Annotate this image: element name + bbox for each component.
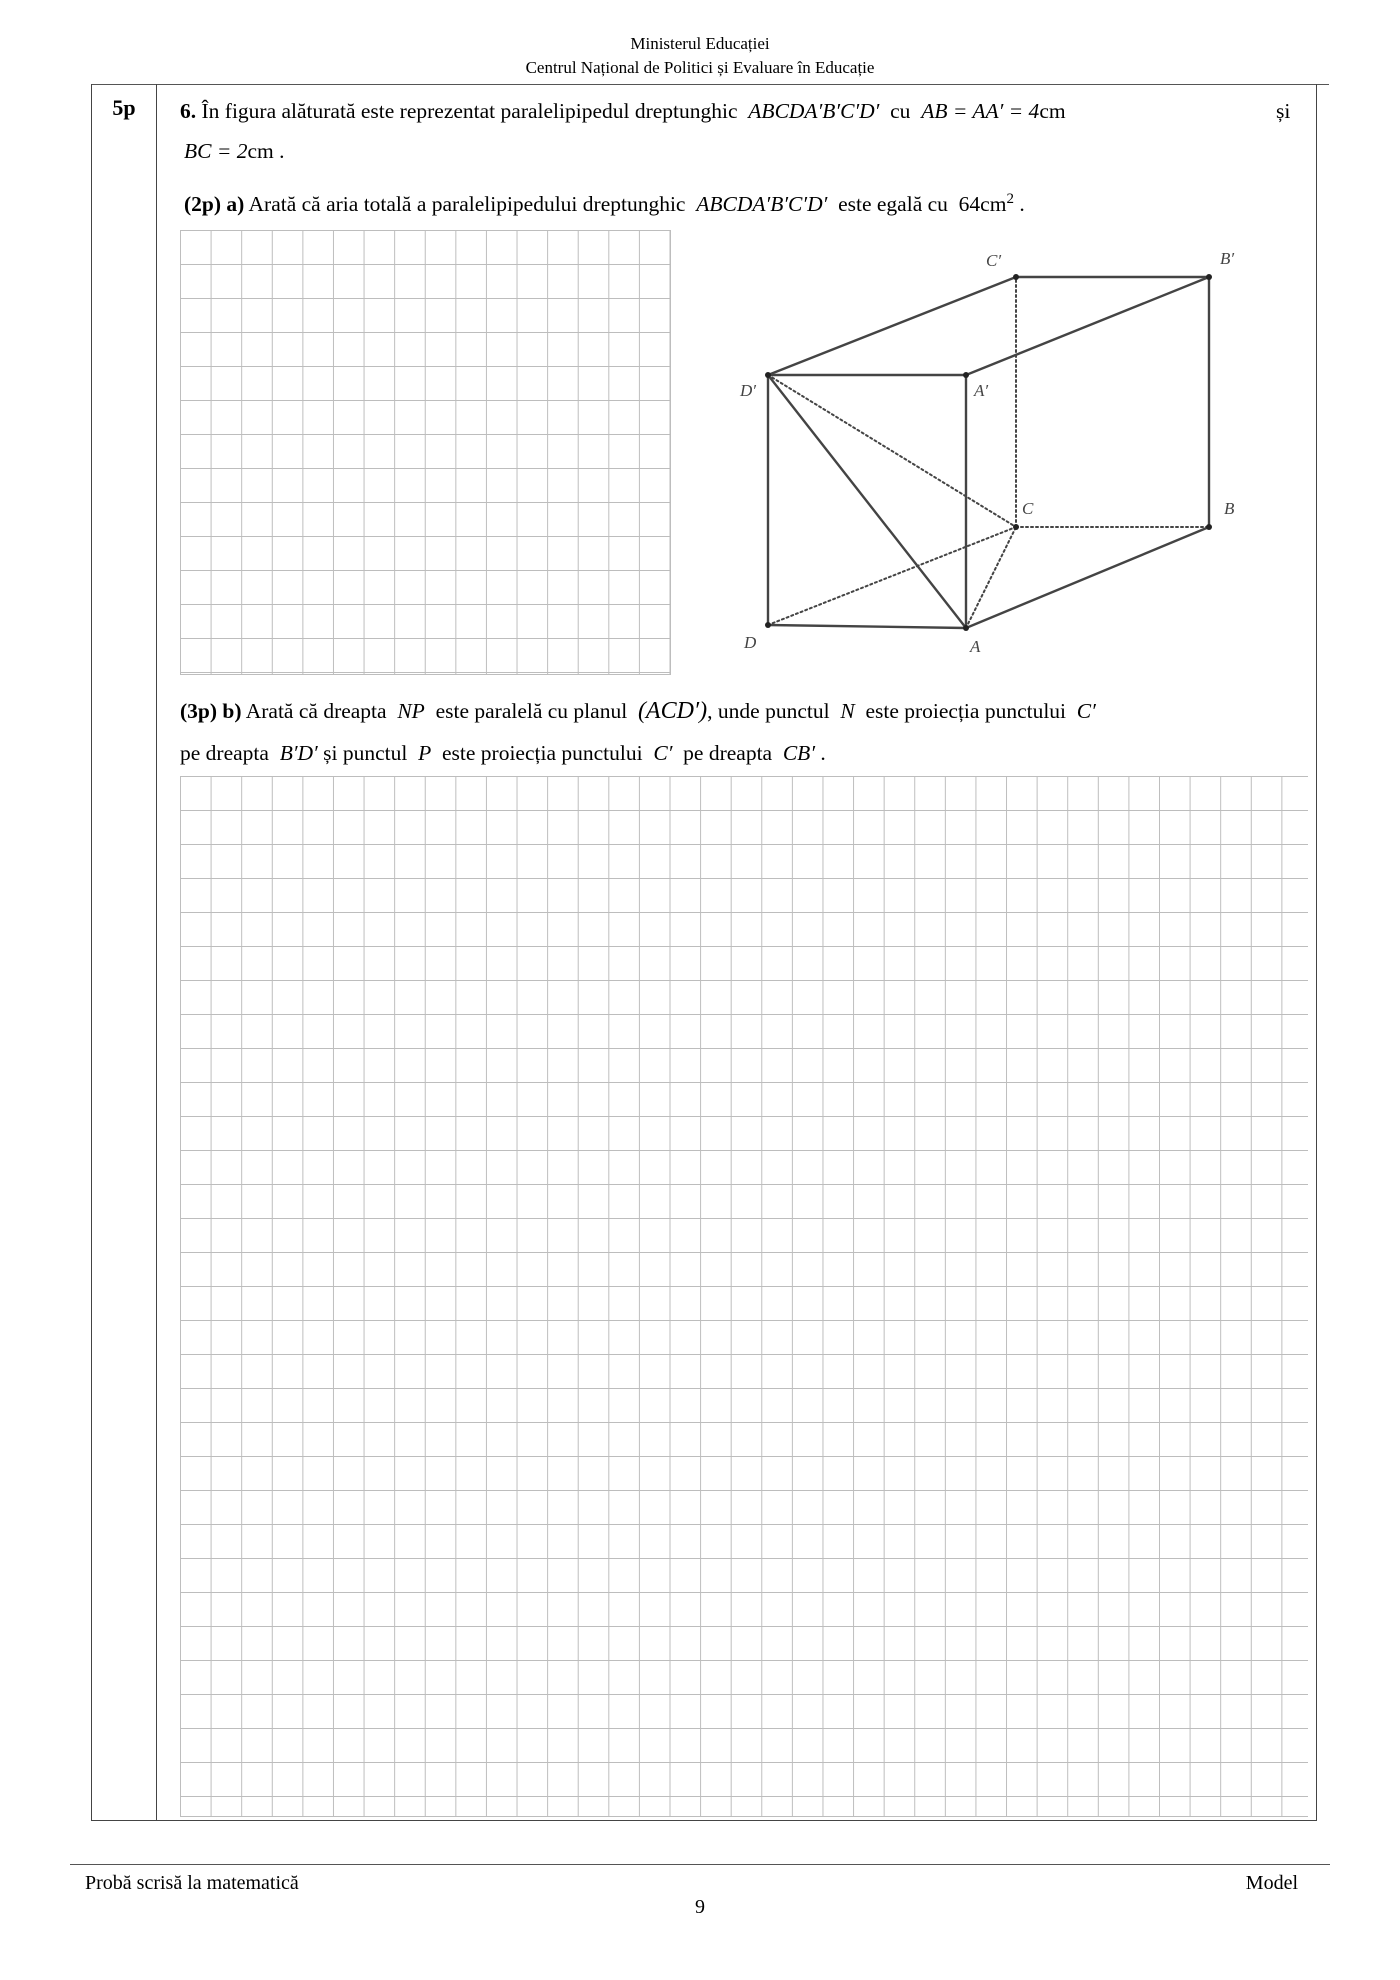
point-n: N bbox=[840, 699, 855, 723]
word-cu: cu bbox=[890, 99, 911, 123]
part-b-statement-line-2 bbox=[180, 738, 826, 768]
plane-acd1: (ACD′) bbox=[637, 698, 708, 724]
edge-equality: AB = AA′ = 4 bbox=[921, 99, 1040, 123]
part-a-value: 64 bbox=[958, 192, 981, 217]
part-a-exponent: 2 bbox=[1006, 191, 1014, 207]
line-cb1: CB′ bbox=[782, 741, 816, 765]
footer-divider bbox=[70, 1864, 1330, 1865]
point-c1: C′ bbox=[1076, 699, 1096, 723]
edge-a1-b1 bbox=[966, 277, 1209, 375]
part-b-line2-4: pe dreapta bbox=[683, 741, 773, 765]
part-b-statement-line-1 bbox=[180, 696, 1096, 726]
part-b-text-2: este paralelă cu planul bbox=[435, 699, 628, 723]
part-a-statement bbox=[184, 184, 1025, 219]
vertex-c1 bbox=[1013, 274, 1019, 280]
part-a-text-1: Arată că aria totală a paralelipipedului dreptunghic bbox=[248, 192, 686, 217]
footer-exam-title: Probă scrisă la matematică bbox=[85, 1872, 299, 1894]
part-b-line2-2: și punctul bbox=[323, 741, 408, 765]
point-p: P bbox=[418, 741, 432, 765]
parallelepiped-figure bbox=[720, 240, 1240, 660]
unit-cm: cm bbox=[1039, 99, 1066, 123]
edge-a-b bbox=[966, 527, 1209, 628]
hidden-segment-a-c bbox=[966, 527, 1016, 628]
label-a: A bbox=[970, 637, 981, 656]
label-b: B bbox=[1224, 499, 1235, 518]
label-c: C bbox=[1022, 499, 1034, 518]
part-b-line2-3: este proiecția punctului bbox=[442, 741, 643, 765]
score-column-divider bbox=[156, 84, 157, 1821]
edge-d1-c1 bbox=[768, 277, 1016, 375]
footer-model-label: Model bbox=[1245, 1872, 1298, 1894]
part-b-points: (3p) b) bbox=[180, 699, 242, 723]
part-a-end: . bbox=[1019, 192, 1025, 217]
vertex-b1 bbox=[1206, 274, 1212, 280]
label-c1: C′ bbox=[986, 251, 1002, 270]
part-a-solid: ABCDA′B′C′D′ bbox=[696, 192, 828, 217]
problem-intro: În figura alăturată este reprezentat paralelipipedul dreptunghic bbox=[201, 99, 738, 123]
hidden-edge-d-c bbox=[768, 527, 1016, 625]
part-b-line2-5: . bbox=[820, 741, 826, 765]
vertex-c bbox=[1013, 524, 1019, 530]
header-ministry: Ministerul Educației bbox=[630, 34, 770, 53]
part-b-text-4: este proiecția punctului bbox=[865, 699, 1067, 723]
score-label: 5p bbox=[112, 95, 136, 120]
problem-number: 6. bbox=[180, 99, 197, 123]
answer-grid-a[interactable] bbox=[180, 230, 671, 675]
vertex-b bbox=[1206, 524, 1212, 530]
problem-statement-line-1 bbox=[180, 96, 1066, 126]
segment-d1-a bbox=[768, 375, 966, 628]
part-b-text-1: Arată că dreapta bbox=[245, 699, 387, 723]
answer-grid-b[interactable] bbox=[180, 776, 1308, 1817]
page-number: 9 bbox=[695, 1896, 705, 1918]
point-c1-b: C′ bbox=[653, 741, 673, 765]
solid-name: ABCDA′B′C′D′ bbox=[748, 99, 880, 123]
vertex-d bbox=[765, 622, 771, 628]
label-b1: B′ bbox=[1220, 249, 1235, 268]
part-a-unit: cm bbox=[980, 192, 1007, 217]
label-a1: A′ bbox=[974, 381, 989, 400]
line-np: NP bbox=[397, 699, 425, 723]
part-a-text-2: este egală cu bbox=[838, 192, 948, 217]
label-d: D bbox=[744, 633, 757, 652]
part-b-line2-1: pe dreapta bbox=[180, 741, 269, 765]
part-a-points: (2p) a) bbox=[184, 192, 245, 217]
header-center: Centrul Național de Politici și Evaluare în Educație bbox=[525, 58, 875, 77]
vertex-d1 bbox=[765, 372, 771, 378]
vertex-a1 bbox=[963, 372, 969, 378]
page-header bbox=[0, 32, 1400, 80]
edge-d-a bbox=[768, 625, 966, 628]
unit-cm-end: cm . bbox=[247, 139, 285, 163]
line-b1d1: B′D′ bbox=[279, 741, 318, 765]
part-b-text-3: , unde punctul bbox=[707, 699, 830, 723]
label-d1: D′ bbox=[740, 381, 756, 400]
vertex-a bbox=[963, 625, 969, 631]
word-si: și bbox=[1276, 99, 1291, 123]
bc-equality: BC = 2 bbox=[184, 139, 248, 163]
problem-statement-line-2 bbox=[184, 136, 285, 166]
